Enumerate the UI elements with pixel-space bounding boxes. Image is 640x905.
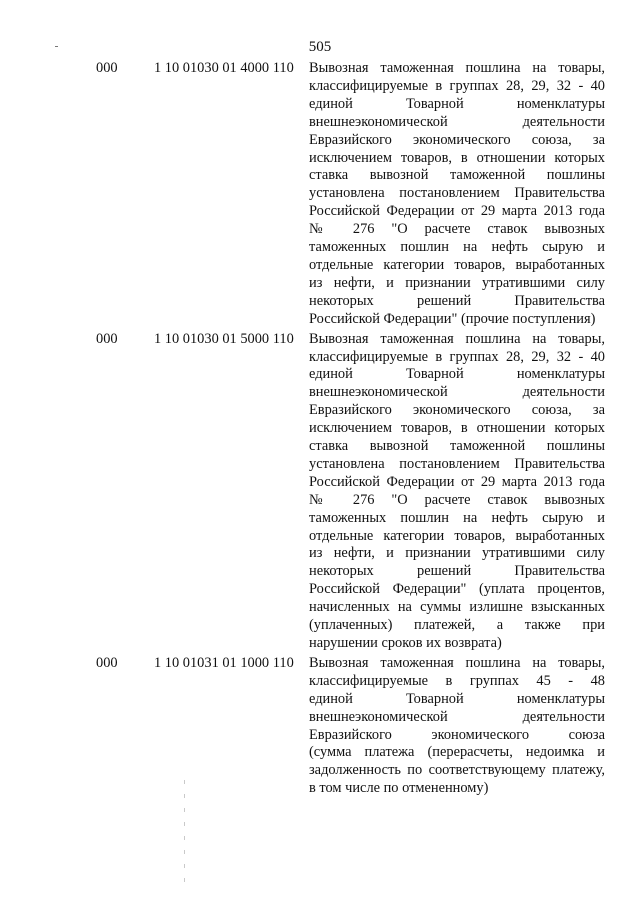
description-line: Вывозная таможенная пошлина на товары, — [309, 654, 605, 671]
description-line: Евразийского экономического союза — [309, 726, 605, 743]
scan-fold-line — [184, 780, 185, 890]
budget-classification-code: 1 10 01031 01 1000 110 — [154, 654, 294, 671]
budget-classification-code: 1 10 01030 01 4000 110 — [154, 60, 294, 76]
description-line: таможенных пошлин на нефть сырую и — [309, 239, 605, 256]
description-line: Российской Федерации от 29 марта 2013 года — [309, 203, 605, 220]
budget-code-table — [0, 60, 640, 798]
description-line: из нефти, и признании утратившими силу — [309, 545, 605, 562]
description-line: единой Товарной номенклатуры — [309, 95, 605, 112]
description-line: отдельные категории товаров, выработанных — [309, 527, 605, 544]
description-line: нарушении сроков их возврата) — [309, 635, 502, 651]
income-description — [309, 655, 605, 798]
admin-code: 000 — [96, 60, 118, 76]
description-line: Вывозная таможенная пошлина на товары, — [309, 330, 605, 347]
description-line: исключением товаров, в отношении которых — [309, 149, 605, 166]
description-line: в том числе по отмененному) — [309, 780, 489, 797]
description-line: Российской Федерации" (уплата процентов, — [309, 581, 605, 598]
description-line: классифицируемые в группах 28, 29, 32 - 40 — [309, 77, 605, 94]
description-line: Евразийского экономического союза, за — [309, 131, 605, 148]
description-line: № 276 "О расчете ставок вывозных — [309, 491, 605, 508]
description-line: единой Товарной номенклатуры — [309, 366, 605, 383]
description-line: Евразийского экономического союза, за — [309, 402, 605, 419]
description-line: некоторых решений Правительства — [309, 292, 605, 309]
budget-classification-code: 1 10 01030 01 5000 110 — [154, 330, 294, 347]
income-description — [309, 331, 605, 653]
description-line: (сумма платежа (перерасчеты, недоимка и — [309, 744, 605, 761]
description-line: внешнеэкономической деятельности — [309, 708, 605, 725]
description-line: отдельные категории товаров, выработанных — [309, 256, 605, 273]
description-line: классифицируемые в группах 28, 29, 32 - 40 — [309, 348, 605, 365]
admin-code: 000 — [96, 330, 118, 347]
table-row — [0, 60, 640, 329]
description-line: Российской Федерации от 29 марта 2013 года — [309, 473, 605, 490]
description-line: таможенных пошлин на нефть сырую и — [309, 509, 605, 526]
table-row — [0, 331, 640, 653]
table-row — [0, 655, 640, 798]
description-line: установлена постановлением Правительства — [309, 185, 605, 202]
income-description — [309, 60, 605, 329]
description-line: некоторых решений Правительства — [309, 563, 605, 580]
description-line: ставка вывозной таможенной пошлины — [309, 167, 605, 184]
description-line: (уплаченных) платежей, а также при — [309, 617, 605, 634]
description-line: единой Товарной номенклатуры — [309, 690, 605, 707]
description-line: ставка вывозной таможенной пошлины — [309, 438, 605, 455]
description-line: установлена постановлением Правительства — [309, 455, 605, 472]
description-line: № 276 "О расчете ставок вывозных — [309, 221, 605, 238]
page-number: 505 — [308, 39, 332, 55]
description-line: начисленных на суммы излишне взысканных — [309, 599, 605, 616]
description-line: задолженность по соответствующему платежу, — [309, 762, 605, 779]
description-line: классифицируемые в группах 45 - 48 — [309, 672, 605, 689]
admin-code: 000 — [96, 654, 118, 671]
description-line: Вывозная таможенная пошлина на товары, — [309, 60, 605, 76]
description-line: исключением товаров, в отношении которых — [309, 420, 605, 437]
description-line: из нефти, и признании утратившими силу — [309, 274, 605, 291]
description-line: внешнеэкономической деятельности — [309, 384, 605, 401]
description-line: Российской Федерации" (прочие поступления) — [309, 310, 596, 327]
description-line: внешнеэкономической деятельности — [309, 113, 605, 130]
